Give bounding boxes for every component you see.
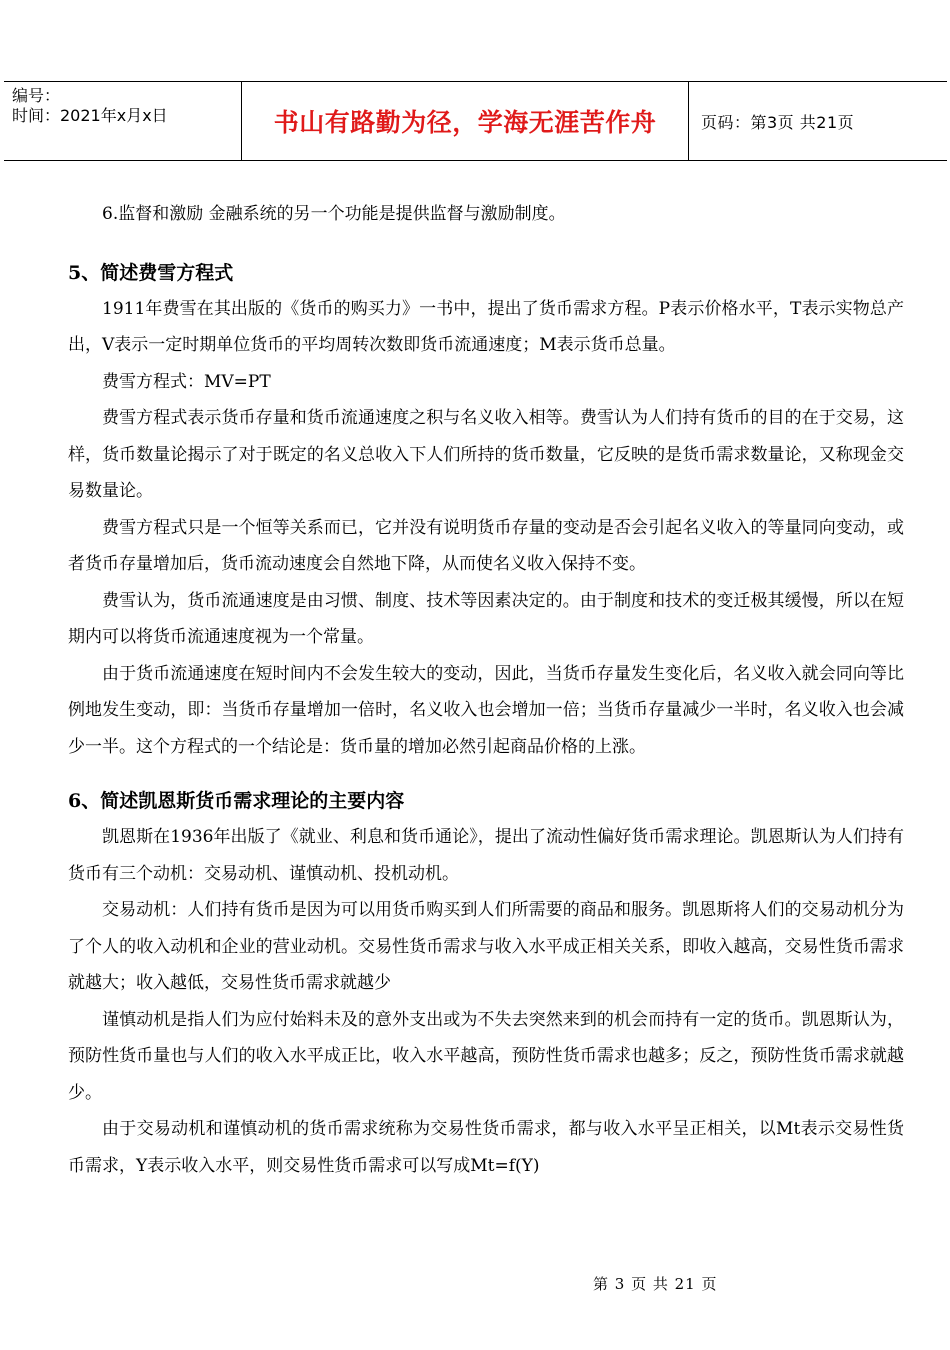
paragraph: 谨慎动机是指人们为应付始料未及的意外支出或为不失去突然来到的机会而持有一定的货币。凯恩斯认为，预防性货币量也与人们的收入水平成正比，收入水平越高，预防性货币需求也越多；反之，预防性货币需求就越少。 — [68, 1009, 904, 1103]
header-motto: 书山有路勤为径，学海无涯苦作舟 — [242, 82, 689, 160]
paragraph: 交易动机：人们持有货币是因为可以用货币购买到人们所需要的商品和服务。凯恩斯将人们的交易动机分为了个人的收入动机和企业的营业动机。交易性货币需求与收入水平成正相关关系，即收入越高，交易性货币需求就越大；收入越低，交易性货币需求就越少 — [68, 900, 904, 993]
document-time-label: 时间：2021年x月x日 — [12, 106, 168, 125]
section-heading-keynes: 6、简述凯恩斯货币需求理论的主要内容 — [68, 790, 405, 812]
paragraph: 由于交易动机和谨慎动机的货币需求统称为交易性货币需求，都与收入水平呈正相关，以Mt表示交易性货币需求，Y表示收入水平，则交易性货币需求可以写成Mt=f(Y) — [68, 1119, 904, 1176]
header-page-number: 页码：第3页 共21页 — [701, 112, 855, 132]
document-body — [68, 196, 904, 1184]
paragraph: 费雪方程式只是一个恒等关系而已，它并没有说明货币存量的变动是否会引起名义收入的等量同向变动，或者货币存量增加后，货币流动速度会自然地下降，从而使名义收入保持不变。 — [68, 517, 904, 574]
paragraph: 由于货币流通速度在短时间内不会发生较大的变动，因此，当货币存量发生变化后，名义收入就会同向等比例地发生变动，即：当货币存量增加一倍时，名义收入也会增加一倍；当货币存量减少一半时，名义收入也会减少一半。这个方程式的一个结论是：货币量的增加必然引起商品价格的上涨。 — [68, 663, 904, 757]
header-meta — [4, 82, 242, 160]
page-footer: 第 3 页 共 21 页 — [593, 1275, 718, 1293]
paragraph: 6.监督和激励 金融系统的另一个功能是提供监督与激励制度。 — [102, 204, 566, 224]
paragraph: 1911年费雪在其出版的《货币的购买力》一书中，提出了货币需求方程。P表示价格水平，T表示实物总产出，V表示一定时期单位货币的平均周转次数即货币流通速度；M表示货币总量。 — [68, 298, 904, 355]
paragraph: 费雪方程式：MV=PT — [102, 371, 271, 392]
paragraph: 凯恩斯在1936年出版了《就业、利息和货币通论》，提出了流动性偏好货币需求理论。凯恩斯认为人们持有货币有三个动机：交易动机、谨慎动机、投机动机。 — [68, 827, 904, 884]
section-heading-fisher: 5、简述费雪方程式 — [68, 261, 234, 284]
document-number-label: 编号： — [12, 86, 61, 105]
paragraph: 费雪认为，货币流通速度是由习惯、制度、技术等因素决定的。由于制度和技术的变迁极其缓慢，所以在短期内可以将货币流通速度视为一个常量。 — [68, 590, 904, 647]
page-header — [4, 81, 947, 161]
paragraph: 费雪方程式表示货币存量和货币流通速度之积与名义收入相等。费雪认为人们持有货币的目的在于交易，这样，货币数量论揭示了对于既定的名义总收入下人们所持的货币数量，它反映的是货币需求数量论，又称现金交易数量论。 — [68, 408, 904, 501]
